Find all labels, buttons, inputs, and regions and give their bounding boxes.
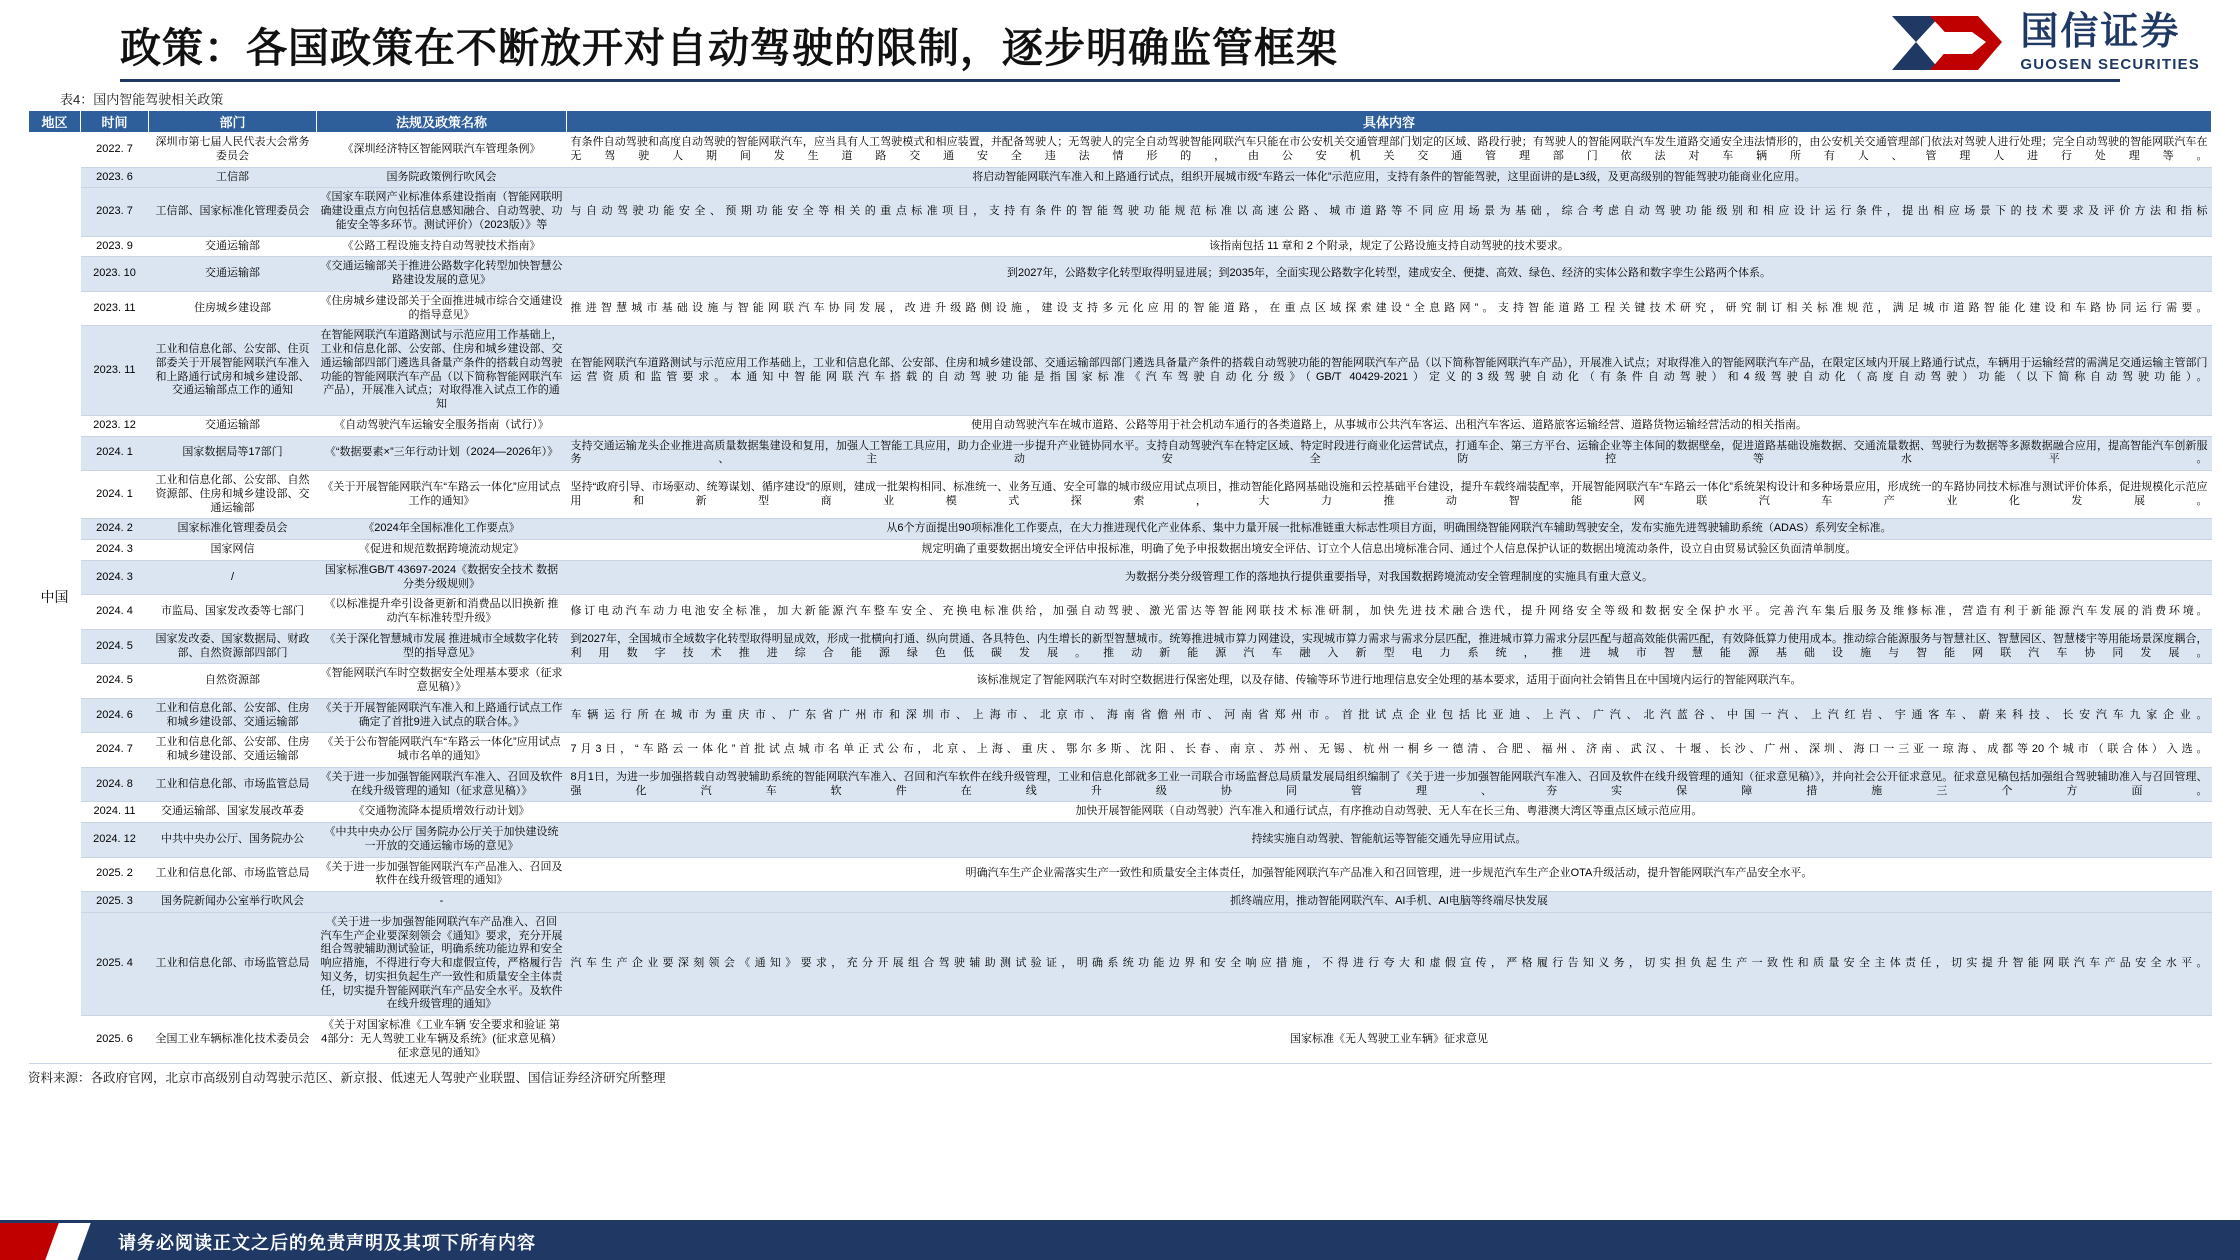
cell-time: 2022. 7 <box>81 133 149 168</box>
cell-law: 《关于进一步加强智能网联汽车准入、召回及软件在线升级管理的通知（征求意见稿）》 <box>317 767 567 802</box>
cell-detail: 汽车生产企业要深刻领会《通知》要求，充分开展组合驾驶辅助测试验证，明确系统功能边界和安全响应措施，不得进行夸大和虚假宣传，严格履行告知义务，切实担负起生产一致性和质量安全主体责任，切实提升智能网联汽车产品安全水平。 <box>567 912 2212 1015</box>
cell-law: 《自动驾驶汽车运输安全服务指南（试行）》 <box>317 415 567 436</box>
cell-law: 《关于进一步加强智能网联汽车产品准入、召回 汽车生产企业要深刻领会《通知》要求，充分开展组合驾驶辅助测试验证，明确系统功能边界和安全响应措施，不得进行夸大和虚假宣传，严格履行告知义务，切实担负起生产一致性和质量安全主体责任，切实提升智能网联汽车产品安全水平。及软件在线升级管理的通知》 <box>317 912 567 1015</box>
table-row <box>29 767 2212 802</box>
cell-law: 《国家车联网产业标准体系建设指南（智能网联明确建设重点方向包括信息感知融合、自动驾驶、功能安全等多环节。测试评价）（2023版）》等 <box>317 188 567 236</box>
table-row <box>29 733 2212 768</box>
cell-dept: 工业和信息化部、市场监管总局 <box>149 857 317 892</box>
cell-detail: 持续实施自动驾驶、智能航运等智能交通先导应用试点。 <box>567 823 2212 858</box>
cell-time: 2025. 6 <box>81 1016 149 1064</box>
table-row <box>29 257 2212 292</box>
cell-detail: 从6个方面提出90项标准化工作要点，在大力推进现代化产业体系、集中力量开展一批标准链重大标志性项目方面，明确围绕智能网联汽车辅助驾驶安全，发布实施先进驾驶辅助系统（ADAS）系列安全标准。 <box>567 519 2212 540</box>
cell-detail: 国家标准《无人驾驶工业车辆》征求意见 <box>567 1016 2212 1064</box>
cell-law: 《关于深化智慧城市发展 推进城市全域数字化转型的指导意见》 <box>317 629 567 664</box>
cell-detail: 推进智慧城市基础设施与智能网联汽车协同发展，改进升级路侧设施，建设支持多元化应用的智能道路，在重点区域探索建设“全息路网”。支持智能道路工程关键技术研究，研究制订相关标准规范，满足城市道路智能化建设和车路协同运行需要。 <box>567 291 2212 326</box>
table-row <box>29 560 2212 595</box>
cell-time: 2024. 2 <box>81 519 149 540</box>
table-row <box>29 291 2212 326</box>
cell-time: 2024. 7 <box>81 733 149 768</box>
cell-time: 2023. 6 <box>81 167 149 188</box>
table-row <box>29 698 2212 733</box>
guosen-logo-icon <box>1886 12 2006 74</box>
cell-dept: 市监局、国家发改委等七部门 <box>149 595 317 630</box>
cell-detail: 抓终端应用，推动智能网联汽车、AI手机、AI电脑等终端尽快发展 <box>567 892 2212 913</box>
cell-dept: 国务院新闻办公室举行吹风会 <box>149 892 317 913</box>
table-header-row <box>29 111 2212 133</box>
cell-dept: 国家网信 <box>149 540 317 561</box>
cell-time: 2024. 1 <box>81 471 149 519</box>
cell-detail: 支持交通运输龙头企业推进高质量数据集建设和复用，加强人工智能工具应用，助力企业进一步提升产业链协同水平。支持自动驾驶汽车在特定区域、特定时段进行商业化运营试点，打通车企、第三方平台、运输企业等主体间的数据壁垒，促进道路基础设施数据、交通流量数据、驾驶行为数据等多源数据融合应用，提高智能汽车创新服务、主动安全防控等水平。 <box>567 436 2212 471</box>
cell-law: 《智能网联汽车时空数据安全处理基本要求（征求意见稿）》 <box>317 664 567 699</box>
cell-dept: 工业和信息化部、公安部、住房和城乡建设部、交通运输部 <box>149 698 317 733</box>
cell-time: 2024. 12 <box>81 823 149 858</box>
table-row <box>29 595 2212 630</box>
cell-time: 2024. 5 <box>81 629 149 664</box>
table-row <box>29 167 2212 188</box>
table-row <box>29 133 2212 168</box>
cell-dept: 工业和信息化部、公安部、自然资源部、住房和城乡建设部、交通运输部 <box>149 471 317 519</box>
cell-dept: 国家数据局等17部门 <box>149 436 317 471</box>
cell-dept: 全国工业车辆标准化技术委员会 <box>149 1016 317 1064</box>
region-cell: 中国 <box>29 133 81 1064</box>
table-row <box>29 519 2212 540</box>
table-row <box>29 471 2212 519</box>
cell-detail: 车辆运行所在城市为重庆市、广东省广州市和深圳市、上海市、北京市、海南省儋州市、河南省郑州市。首批试点企业包括比亚迪、上汽、广汽、北汽蓝谷、中国一汽、上汽红岩、宇通客车、蔚来科技、长安汽车九家企业。 <box>567 698 2212 733</box>
cell-dept: 工业和信息化部、市场监管总局 <box>149 912 317 1015</box>
cell-time: 2023. 10 <box>81 257 149 292</box>
cell-law: 《住房城乡建设部关于全面推进城市综合交通建设的指导意见》 <box>317 291 567 326</box>
cell-dept: 中共中央办公厅、国务院办公 <box>149 823 317 858</box>
cell-detail: 规定明确了重要数据出境安全评估申报标准，明确了免予申报数据出境安全评估、订立个人信息出境标准合同、通过个人信息保护认证的数据出境流动条件，设立自由贸易试验区负面清单制度。 <box>567 540 2212 561</box>
cell-law: 《关于公布智能网联汽车“车路云一体化”应用试点城市名单的通知》 <box>317 733 567 768</box>
cell-time: 2023. 12 <box>81 415 149 436</box>
cell-detail: 到2027年，全国城市全域数字化转型取得明显成效，形成一批横向打通、纵向贯通、各具特色、内生增长的新型智慧城市。统筹推进城市算力网建设，实现城市算力需求与需求分层匹配，推进城市算力需求分层匹配与超高效能供需匹配，有效降低算力使用成本。推动综合能源服务与智慧社区、智慧园区、智慧楼宇等用能场景深度耦合，利用数字技术推进综合能源绿色低碳发展。推动新能源汽车融入新型电力系统，推进城市智慧能源基础设施与智能网联汽车协同发展。 <box>567 629 2212 664</box>
cell-detail: 8月1日，为进一步加强搭载自动驾驶辅助系统的智能网联汽车准入、召回和汽车软件在线升级管理，工业和信息化部就多工业一司联合市场监督总局质量发展局组织编制了《关于进一步加强智能网联汽车准入、召回及软件在线升级管理的通知（征求意见稿）》，并向社会公开征求意见。征求意见稿包括加强组合驾驶辅助准入与召回管理、强化汽车软件在线升级协同管理、夯实保障措施三个方面。 <box>567 767 2212 802</box>
cell-law: 《2024年全国标准化工作要点》 <box>317 519 567 540</box>
cell-dept: 自然资源部 <box>149 664 317 699</box>
cell-time: 2024. 6 <box>81 698 149 733</box>
table-caption: 表4：国内智能驾驶相关政策 <box>60 92 224 107</box>
cell-time: 2023. 11 <box>81 326 149 416</box>
table-row <box>29 664 2212 699</box>
cell-time: 2024. 8 <box>81 767 149 802</box>
cell-detail: 有条件自动驾驶和高度自动驾驶的智能网联汽车，应当具有人工驾驶模式和相应装置，并配备驾驶人；无驾驶人的完全自动驾驶智能网联汽车只能在市公安机关交通管理部门划定的区域、路段行驶；有驾驶人的智能网联汽车发生道路交通安全违法情形的，由公安机关交通管理部门依法对驾驶人进行处理；完全自动驾驶的智能网联汽车在无驾驶人期间发生道路交通安全违法情形的，由公安机关交通管理部门依法对车辆所有人、管理人进行处理等。 <box>567 133 2212 168</box>
cell-time: 2023. 9 <box>81 236 149 257</box>
slide-header <box>0 0 2240 88</box>
cell-detail: 修订电动汽车动力电池安全标准，加大新能源汽车整车安全、充换电标准供给，加强自动驾驶、激光雷达等智能网联技术标准研制，加快先进技术融合迭代，提升网络安全等级和数据安全保护水平。完善汽车集后服务及维修标准，营造有利于新能源汽车发展的消费环境。 <box>567 595 2212 630</box>
footer-disclaimer: 请务必阅读正文之后的免责声明及其项下所有内容 <box>118 1232 536 1253</box>
cell-time: 2024. 3 <box>81 560 149 595</box>
cell-detail: 使用自动驾驶汽车在城市道路、公路等用于社会机动车通行的各类道路上，从事城市公共汽车客运、出租汽车客运、道路旅客运输经营、道路货物运输经营活动的相关指南。 <box>567 415 2212 436</box>
cell-time: 2025. 3 <box>81 892 149 913</box>
cell-law: 在智能网联汽车道路测试与示范应用工作基础上，工业和信息化部、公安部、住房和城乡建设部、交通运输部四部门遴选具备量产条件的搭载自动驾驶功能的智能网联汽车产品（以下简称智能网联汽车产品），开展准入试点；对取得准入试点工作的通知 <box>317 326 567 416</box>
cell-time: 2025. 2 <box>81 857 149 892</box>
cell-dept: 国家标准化管理委员会 <box>149 519 317 540</box>
logo-mark-icon <box>1886 12 2006 74</box>
cell-law: 《深圳经济特区智能网联汽车管理条例》 <box>317 133 567 168</box>
cell-dept: 交通运输部、国家发展改革委 <box>149 802 317 823</box>
cell-detail: 该标准规定了智能网联汽车对时空数据进行保密处理，以及存储、传输等环节进行地理信息安全处理的基本要求，适用于面向社会销售且在中国境内运行的智能网联汽车。 <box>567 664 2212 699</box>
policy-table-wrap <box>28 110 2212 1064</box>
cell-detail: 在智能网联汽车道路测试与示范应用工作基础上，工业和信息化部、公安部、住房和城乡建设部、交通运输部四部门遴选具备量产条件的搭载自动驾驶功能的智能网联汽车产品（以下简称智能网联汽车产品），开展准入试点；对取得准入的智能网联汽车产品，在限定区域内开展上路通行试点，车辆用于运输经营的需满足交通运输主管部门运营资质和监管要求。本通知中智能网联汽车搭载的自动驾驶功能是指国家标准《汽车驾驶自动化分级》（GB/T 40429-2021）定义的3级驾驶自动化（有条件自动驾驶）和4级驾驶自动化（高度自动驾驶）功能（以下简称自动驾驶功能）。 <box>567 326 2212 416</box>
logo-name-cn: 国信证券 <box>2020 11 2181 53</box>
cell-law: 《关于对国家标准《工业车辆 安全要求和验证 第4部分：无人驾驶工业车辆及系统》(征求意见稿）征求意见的通知》 <box>317 1016 567 1064</box>
cell-dept: / <box>149 560 317 595</box>
cell-time: 2023. 7 <box>81 188 149 236</box>
header-detail: 具体内容 <box>567 111 2212 133</box>
cell-dept: 深圳市第七届人民代表大会常务委员会 <box>149 133 317 168</box>
cell-dept: 工信部、国家标准化管理委员会 <box>149 188 317 236</box>
cell-time: 2025. 4 <box>81 912 149 1015</box>
cell-detail: 为数据分类分级管理工作的落地执行提供重要指导，对我国数据跨境流动安全管理制度的实施具有重大意义。 <box>567 560 2212 595</box>
cell-dept: 住房城乡建设部 <box>149 291 317 326</box>
cell-time: 2024. 11 <box>81 802 149 823</box>
policy-table <box>28 110 2212 1064</box>
cell-law: 《公路工程设施支持自动驾驶技术指南》 <box>317 236 567 257</box>
header-dept: 部门 <box>149 111 317 133</box>
cell-time: 2024. 4 <box>81 595 149 630</box>
cell-law: 《以标准提升牵引设备更新和消费品以旧换新 推动汽车标准转型升级》 <box>317 595 567 630</box>
table-row <box>29 326 2212 416</box>
cell-detail: 将启动智能网联汽车准入和上路通行试点，组织开展城市级“车路云一体化”示范应用，支持有条件的智能驾驶，这里面讲的是L3级，及更高级别的智能驾驶功能商业化应用。 <box>567 167 2212 188</box>
header-time: 时间 <box>81 111 149 133</box>
cell-time: 2024. 1 <box>81 436 149 471</box>
table-row <box>29 1016 2212 1064</box>
cell-law: 《关于开展智能网联汽车准入和上路通行试点工作确定了首批9进入试点的联合体。》 <box>317 698 567 733</box>
logo-name-en: GUOSEN SECURITIES <box>2020 56 2200 73</box>
table-row <box>29 188 2212 236</box>
cell-dept: 交通运输部 <box>149 257 317 292</box>
cell-law: 《交通物流降本提质增效行动计划》 <box>317 802 567 823</box>
cell-law: 《交通运输部关于推进公路数字化转型加快智慧公路建设发展的意见》 <box>317 257 567 292</box>
source-note: 资料来源：各政府官网，北京市高级别自动驾驶示范区、新京报、低速无人驾驶产业联盟、国信证券经济研究所整理 <box>28 1071 666 1086</box>
table-row <box>29 823 2212 858</box>
header-region: 地区 <box>29 111 81 133</box>
table-row <box>29 540 2212 561</box>
table-row <box>29 236 2212 257</box>
cell-detail: 到2027年，公路数字化转型取得明显进展；到2035年，全面实现公路数字化转型，建成安全、便捷、高效、绿色、经济的实体公路和数字孪生公路两个体系。 <box>567 257 2212 292</box>
page-title: 政策：各国政策在不断放开对自动驾驶的限制，逐步明确监管框架 <box>120 24 1338 71</box>
slide-footer <box>0 1220 2240 1260</box>
cell-detail: 该指南包括 11 章和 2 个附录，规定了公路设施支持自动驾驶的技术要求。 <box>567 236 2212 257</box>
table-row <box>29 436 2212 471</box>
cell-dept: 工业和信息化部、公安部、住页部委关于开展智能网联汽车准入和上路通行试房和城乡建设部、交通运输部点工作的通知 <box>149 326 317 416</box>
cell-dept: 工信部 <box>149 167 317 188</box>
cell-dept: 工业和信息化部、市场监管总局 <box>149 767 317 802</box>
cell-law: 《中共中央办公厅 国务院办公厅关于加快建设统一开放的交通运输市场的意见》 <box>317 823 567 858</box>
policy-table-body <box>29 133 2212 1064</box>
cell-law: 《“数据要素×”三年行动计划（2024—2026年）》 <box>317 436 567 471</box>
cell-detail: 坚持“政府引导、市场驱动、统筹谋划、循序建设”的原则，建成一批架构相同、标准统一、业务互通、安全可靠的城市级应用试点项目，推动智能化路网基础设施和云控基础平台建设，提升车载终端装配率，开展智能网联汽车“车路云一体化”系统架构设计和多种场景应用，形成统一的车路协同技术标准与测试评价体系，促进规模化示范应用和新型商业模式探索，大力推动智能网联汽车产业化发展。 <box>567 471 2212 519</box>
footer-bar <box>0 1223 2240 1260</box>
cell-detail: 7月3日，“车路云一体化”首批试点城市名单正式公布，北京、上海、重庆、鄂尔多斯、沈阳、长春、南京、苏州、无锡、杭州一桐乡一德清、合肥、福州、济南、武汉、十堰、长沙、广州、深圳、海口一三亚一琼海、成都等20个城市（联合体）入选。 <box>567 733 2212 768</box>
header-law: 法规及政策名称 <box>317 111 567 133</box>
table-row <box>29 912 2212 1015</box>
cell-law: 《关于开展智能网联汽车“车路云一体化”应用试点工作的通知》 <box>317 471 567 519</box>
cell-law: 国务院政策例行吹风会 <box>317 167 567 188</box>
cell-time: 2023. 11 <box>81 291 149 326</box>
cell-detail: 明确汽车生产企业需落实生产一致性和质量安全主体责任，加强智能网联汽车产品准入和召回管理，进一步规范汽车生产企业OTA升级活动，提升智能网联汽车产品安全水平。 <box>567 857 2212 892</box>
cell-dept: 国家发改委、国家数据局、财政部、自然资源部四部门 <box>149 629 317 664</box>
cell-time: 2024. 3 <box>81 540 149 561</box>
table-row <box>29 892 2212 913</box>
table-row <box>29 802 2212 823</box>
cell-detail: 加快开展智能网联（自动驾驶）汽车准入和通行试点，有序推动自动驾驶、无人车在长三角、粤港澳大湾区等重点区域示范应用。 <box>567 802 2212 823</box>
table-row <box>29 629 2212 664</box>
cell-dept: 工业和信息化部、公安部、住房和城乡建设部、交通运输部 <box>149 733 317 768</box>
cell-detail: 与自动驾驶功能安全、预期功能安全等相关的重点标准项目，支持有条件的智能驾驶功能规范标准以高速公路、城市道路等不同应用场景为基础，综合考虑自动驾驶功能级别和相应设计运行条件，提出相应场景下的技术要求及评价方法和指标 <box>567 188 2212 236</box>
cell-dept: 交通运输部 <box>149 415 317 436</box>
brand-logo <box>1886 12 2200 74</box>
table-row <box>29 415 2212 436</box>
cell-time: 2024. 5 <box>81 664 149 699</box>
cell-law: 《关于进一步加强智能网联汽车产品准入、召回及软件在线升级管理的通知》 <box>317 857 567 892</box>
cell-law: 国家标准GB/T 43697-2024《数据安全技术 数据分类分级规则》 <box>317 560 567 595</box>
cell-law: - <box>317 892 567 913</box>
cell-law: 《促进和规范数据跨境流动规定》 <box>317 540 567 561</box>
cell-dept: 交通运输部 <box>149 236 317 257</box>
table-row <box>29 857 2212 892</box>
title-divider <box>120 79 2120 82</box>
